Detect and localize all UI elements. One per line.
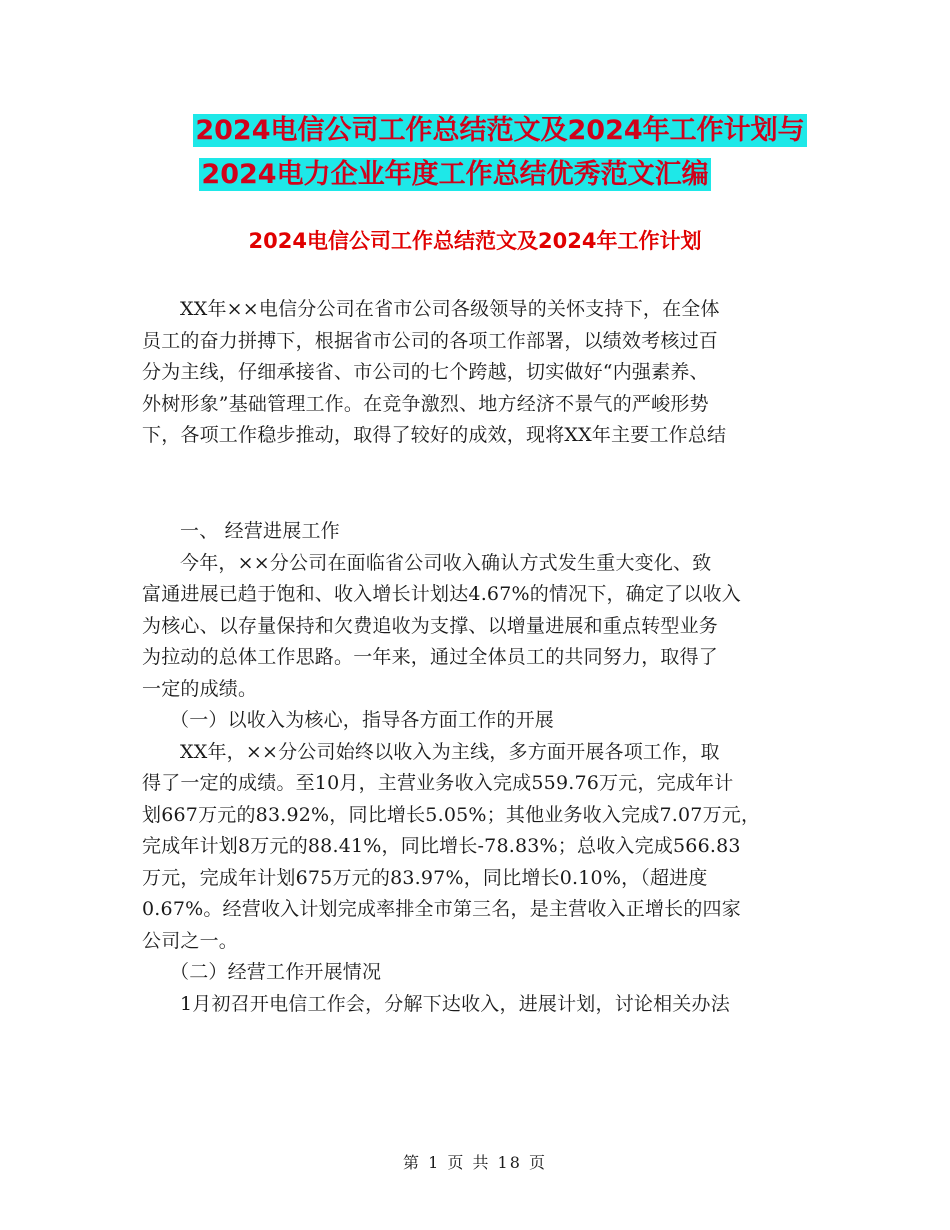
- section-heading: 一、 经营进展工作: [180, 520, 340, 542]
- paragraph-line: 为拉动的总体工作思路。一年来，通过全体员工的共同努力，取得了: [142, 646, 719, 668]
- paragraph-line: 下，各项工作稳步推动，取得了较好的成效，现将XX年主要工作总结: [142, 424, 727, 446]
- page-footer: 第 1 页 共 18 页: [403, 1153, 547, 1172]
- subsection-heading: （一）以收入为核心，指导各方面工作的开展: [170, 709, 555, 731]
- paragraph-line: XX年××电信分公司在省市公司各级领导的关怀支持下，在全体: [180, 298, 720, 320]
- paragraph-line: 分为主线，仔细承接省、市公司的七个跨越，切实做好“内强素养、: [142, 361, 709, 383]
- main-title-text-1: 2024电信公司工作总结范文及2024年工作计划与: [195, 115, 805, 146]
- intro-paragraph: [142, 294, 812, 452]
- paragraph-line: 万元，完成年计划675万元的83.97%，同比增长0.10%，（超进度: [142, 866, 708, 889]
- paragraph-line: 员工的奋力拼搏下，根据省市公司的各项工作部署，以绩效考核过百: [142, 329, 719, 352]
- paragraph-line: 公司之一。: [142, 929, 239, 952]
- subsection-heading: （二）经营工作开展情况: [170, 961, 382, 983]
- paragraph-line: 0.67%。经营收入计划完成率排全市第三名，是主营收入正增长的四家: [142, 898, 741, 920]
- section-title: 2024电信公司工作总结范文及2024年工作计划: [248, 229, 702, 253]
- paragraph-line: 富通进展已趋于饱和、收入增长计划达4.67%的情况下，确定了以收入: [142, 583, 741, 605]
- paragraph-line: 为核心、以存量保持和欠费追收为支撑、以增量进展和重点转型业务: [142, 614, 719, 637]
- paragraph-line: 一定的成绩。: [142, 677, 258, 700]
- main-title-line-2: [0, 157, 930, 193]
- paragraph-line: 完成年计划8万元的88.41%，同比增长-78.83%；总收入完成566.83: [142, 835, 741, 857]
- paragraph-line: 外树形象”基础管理工作。在竞争激烈、地方经济不景气的严峻形势: [142, 392, 709, 415]
- paragraph-line: 今年，××分公司在面临省公司收入确认方式发生重大变化、致: [180, 551, 712, 574]
- paragraph-line: 得了一定的成绩。至10月，主营业务收入完成559.76万元，完成年计: [142, 772, 734, 794]
- paragraph-line: 1月初召开电信工作会，分解下达收入，进展计划，讨论相关办法: [180, 992, 730, 1015]
- paragraph-line: 划667万元的83.92%，同比增长5.05%；其他业务收入完成7.07万元，: [142, 803, 761, 826]
- main-body: [142, 516, 812, 1020]
- main-title-text-2: 2024电力企业年度工作总结优秀范文汇编: [201, 159, 709, 190]
- main-title-line-1: [25, 113, 950, 149]
- paragraph-line: XX年，××分公司始终以收入为主线，多方面开展各项工作，取: [180, 740, 720, 763]
